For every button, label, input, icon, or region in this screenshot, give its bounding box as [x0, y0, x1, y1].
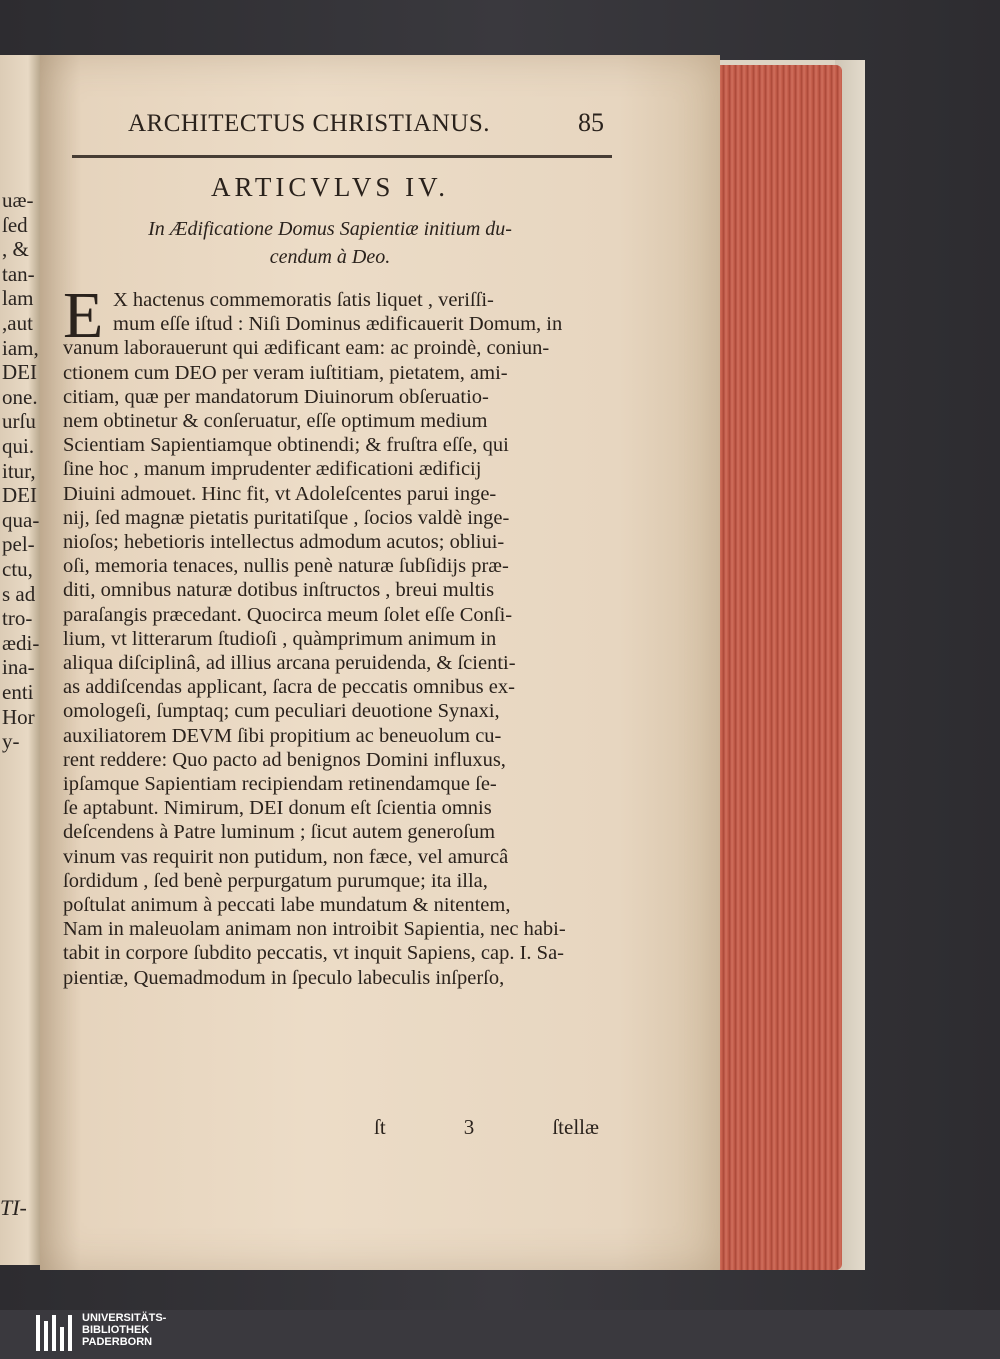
article-subheading [110, 215, 550, 271]
left-page-line: ctu, [2, 557, 33, 581]
left-page-line: tro- [2, 606, 33, 631]
library-logo-icon [34, 1313, 74, 1353]
left-page-line: enti [2, 680, 34, 704]
left-page-line: DEI [2, 483, 37, 508]
body-line: poſtulat animum à peccati labe mundatum & nitentem, [63, 894, 511, 917]
body-line: nij, ſed magnæ pietatis puritatiſque , ſocios valdè inge- [63, 506, 510, 529]
body-line: as addiſcendas applicant, ſacra de peccatis omnibus ex- [63, 676, 515, 699]
left-page-line: lam [2, 286, 34, 311]
body-line: ſine hoc , manum imprudenter ædificationi ædificij [63, 458, 482, 481]
left-page-line: s ad [2, 581, 36, 606]
page-footer [374, 1115, 599, 1140]
left-page-line: ædi- [2, 630, 40, 655]
body-line: Nam in maleuolam animam non introibit Sapientia, nec habi- [63, 918, 566, 941]
left-page-catchword: TI- [0, 1195, 27, 1220]
body-line: mum eſſe iſtud : Niſi Dominus ædificauerit Domum, in [113, 313, 563, 336]
running-head: ARCHITECTUS CHRISTIANUS. [128, 110, 491, 137]
subheading-line: cendum à Deo. [269, 246, 391, 268]
body-line: X hactenus commemoratis ſatis liquet , veriſſi- [113, 289, 494, 311]
body-text [63, 288, 618, 990]
left-page-line: ,aut [2, 311, 33, 335]
body-line: diti, omnibus naturæ dotibus inſtructos , breui multis [63, 579, 495, 602]
body-line: oſi, memoria tenaces, nullis penè naturæ ſubſidijs præ- [63, 555, 509, 578]
left-page-line: qui. [2, 434, 35, 458]
body-line: vinum vas requirit non putidum, non fæce, vel amurcâ [63, 845, 509, 868]
page-number: 85 [578, 108, 604, 137]
body-line: lium, vt litterarum ſtudioſi , quàmprimum animum in [63, 627, 497, 650]
left-page-line: iam, [2, 335, 39, 360]
body-line: auxiliatorem DEVM ſibi propitium ac beneuolum cu- [63, 724, 502, 747]
body-line: ſordidum , ſed benè perpurgatum purumque; ita illa, [63, 869, 488, 892]
left-page-line: ina- [2, 655, 35, 680]
left-page-line: one. [2, 384, 38, 409]
header-rule [72, 155, 612, 158]
signature-number: 3 [463, 1115, 475, 1139]
left-page-line: ſed [2, 212, 28, 237]
body-line: citiam, quæ per mandatorum Diuinorum obſeruatio- [63, 385, 489, 408]
body-line: nioſos; hebetioris intellectus admodum acutos; obliui- [63, 531, 505, 554]
left-page-line: uæ- [2, 188, 34, 212]
body-line: rent reddere: Quo pacto ad benignos Domini influxus, [63, 748, 506, 771]
left-page-line: pel- [2, 532, 35, 557]
body-line: ſe aptabunt. Nimirum, DEI donum eſt ſcientia omnis [63, 797, 492, 820]
body-line: omologeſi, ſumptaq; cum peculiari deuotione Synaxi, [63, 700, 500, 723]
body-line: aliqua diſciplinâ, ad illius arcana peruidenda, & ſcienti- [63, 652, 516, 675]
left-page-line: y- [2, 729, 20, 754]
body-line: Scientiam Sapientiamque obtinendi; & fruſtra eſſe, qui [63, 434, 509, 457]
left-page-line: Hor [2, 704, 35, 729]
body-line: Diuini admouet. Hinc fit, vt Adoleſcentes parui inge- [63, 482, 497, 505]
left-page-line: urſu [2, 409, 36, 434]
body-line: nem obtinetur & conſeruatur, eſſe optimum medium [63, 410, 488, 433]
library-name-line: UNIVERSITÄTS- [82, 1312, 167, 1324]
signature-mark: ſt [374, 1115, 386, 1139]
library-name-line: PADERBORN [82, 1336, 153, 1348]
body-line: paraſangis præcedant. Quocirca meum ſolet eſſe Conſi- [63, 603, 513, 626]
left-page-line: DEI [2, 360, 37, 385]
drop-cap: E [63, 279, 104, 352]
subheading-line: In Ædificatione Domus Sapientiæ initium du- [148, 218, 512, 240]
library-name [82, 1312, 166, 1348]
body-line: tabit in corpore ſubdito peccatis, vt inquit Sapiens, cap. I. Sa- [63, 942, 564, 965]
body-line: pientiæ, Quemadmodum in ſpeculo labeculis inſperſo, [63, 966, 505, 989]
article-heading: ARTICVLVS IV. [211, 172, 449, 202]
library-name-line: BIBLIOTHEK [82, 1324, 150, 1336]
catchword: ſtellæ [552, 1115, 599, 1139]
body-line: deſcendens à Patre luminum ; ſicut autem generoſum [63, 821, 496, 844]
left-page-fragment [0, 55, 40, 1265]
page-fore-edge [712, 65, 842, 1270]
left-page-line: , & [2, 237, 29, 262]
body-line: ipſamque Sapientiam recipiendam retinendamque ſe- [63, 773, 497, 796]
left-page-line: qua- [2, 507, 40, 532]
left-page-line: tan- [2, 261, 35, 286]
left-page-line: itur, [2, 458, 36, 483]
body-line: vanum laborauerunt qui ædificant eam: ac proindè, coniun- [63, 337, 550, 360]
body-line: ctionem cum DEO per veram iuſtitiam, pietatem, ami- [63, 361, 508, 384]
